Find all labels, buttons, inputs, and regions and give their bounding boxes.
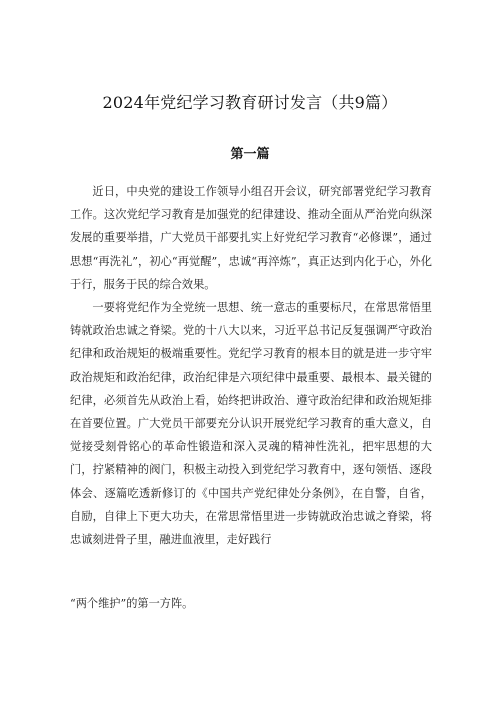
paragraph: 一要将党纪作为全党统一思想、统一意志的重要标尺，在常思常悟里铸就政治忠诚之脊梁。党的十八大以来，习近平总书记反复强调严守政治纪律和政治规矩的极端重要性。党纪学习教育的根本目的就是进一步守牢政治规矩和政治纪律，政治纪律是六项纪律中最重要、最根本、最关键的纪律，必须首先从政治上看，始终把讲政治、遵守政治纪律和政治规矩排在首要位置。广大党员干部要充分认识开展党纪学习教育的重大意义，自觉接受刻骨铭心的革命性锻造和深入灵魂的精神性洗礼，把牢思想的大门，拧紧精神的阀门，积极主动投入到党纪学习教育中，逐句领悟、逐段体会、逐篇吃透新修订的《中国共产党纪律处分条例》，在自警，自省，自励，自律上下更大功夫，在常思常悟里进一步铸就政治忠诚之脊梁，将忠诚刻进骨子里，融进血液里，走好践行 — [70, 301, 432, 547]
continuation-text: “两个维护”的第一方阵。 — [70, 597, 194, 610]
paragraph: 近日，中央党的建设工作领导小组召开会议，研究部署党纪学习教育工作。这次党纪学习教育是加强党的纪律建设、推动全面从严治党向纵深发展的重要举措，广大党员干部要扎实上好党纪学习教育“必修课”，通过思想“再洗礼”，初心“再觉醒”，忠诚“再淬炼”，真正达到内化于心，外化于行，服务于民的综合效果。 — [70, 185, 432, 291]
document-body — [70, 180, 432, 551]
document-title: 2024年党纪学习教育研讨发言（共9篇） — [102, 93, 398, 112]
section-heading: 第一篇 — [230, 147, 270, 162]
